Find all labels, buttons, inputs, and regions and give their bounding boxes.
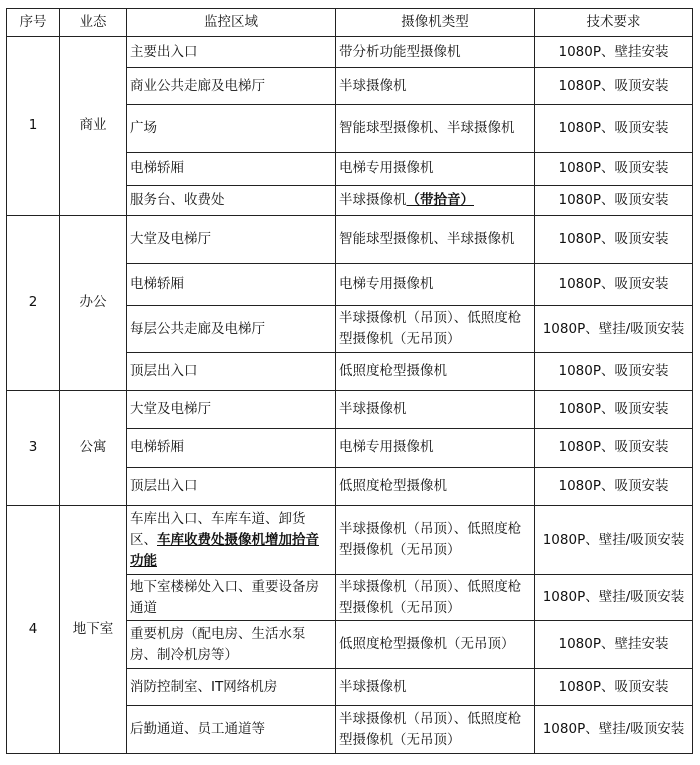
camera-type: 半球摄像机（吊顶）、低照度枪型摄像机（无吊顶）	[336, 506, 535, 575]
table-row	[7, 215, 693, 264]
tech-requirement: 1080P、吸顶安装	[535, 264, 693, 305]
monitor-area: 重要机房（配电房、生活水泵房、制冷机房等）	[127, 621, 336, 669]
camera-type	[336, 185, 535, 215]
tech-requirement: 1080P、壁挂安装	[535, 621, 693, 669]
tech-requirement: 1080P、吸顶安装	[535, 353, 693, 390]
camera-type: 电梯专用摄像机	[336, 429, 535, 467]
tech-requirement: 1080P、吸顶安装	[535, 668, 693, 705]
tech-requirement: 1080P、吸顶安装	[535, 185, 693, 215]
header-cell: 摄像机类型	[336, 9, 535, 37]
monitor-area: 顶层出入口	[127, 467, 336, 505]
business-type: 公寓	[60, 390, 127, 505]
camera-type: 半球摄像机（吊顶）、低照度枪型摄像机（无吊顶）	[336, 706, 535, 754]
camera-type: 低照度枪型摄像机	[336, 353, 535, 390]
table-row	[7, 506, 693, 575]
camera-type: 电梯专用摄像机	[336, 153, 535, 185]
tech-requirement: 1080P、吸顶安装	[535, 104, 693, 153]
tech-requirement: 1080P、吸顶安装	[535, 215, 693, 264]
monitor-area: 大堂及电梯厅	[127, 390, 336, 428]
camera-type: 电梯专用摄像机	[336, 264, 535, 305]
row-number: 3	[7, 390, 60, 505]
row-number: 1	[7, 37, 60, 216]
header-cell: 业态	[60, 9, 127, 37]
tech-requirement: 1080P、壁挂/吸顶安装	[535, 574, 693, 621]
camera-type: 智能球型摄像机、半球摄像机	[336, 104, 535, 153]
business-type: 地下室	[60, 506, 127, 754]
monitor-area: 商业公共走廊及电梯厅	[127, 68, 336, 104]
camera-type: 半球摄像机	[336, 390, 535, 428]
table-row	[7, 390, 693, 428]
monitor-area: 服务台、收费处	[127, 185, 336, 215]
business-type: 商业	[60, 37, 127, 216]
monitor-area: 消防控制室、IT网络机房	[127, 668, 336, 705]
camera-type: 半球摄像机	[336, 668, 535, 705]
audio-pickup-note: （带拾音）	[406, 191, 474, 208]
monitor-area: 电梯轿厢	[127, 264, 336, 305]
monitor-area: 每层公共走廊及电梯厅	[127, 305, 336, 353]
tech-requirement: 1080P、吸顶安装	[535, 68, 693, 104]
monitor-area-text: 车库出入口、车库车道、卸货区、	[130, 510, 306, 548]
monitor-area	[127, 506, 336, 575]
camera-type: 半球摄像机	[336, 68, 535, 104]
tech-requirement: 1080P、壁挂/吸顶安装	[535, 706, 693, 754]
monitor-area: 电梯轿厢	[127, 153, 336, 185]
camera-type: 智能球型摄像机、半球摄像机	[336, 215, 535, 264]
tech-requirement: 1080P、壁挂/吸顶安装	[535, 305, 693, 353]
header-row	[7, 9, 693, 37]
tech-requirement: 1080P、壁挂安装	[535, 37, 693, 68]
camera-type: 低照度枪型摄像机	[336, 467, 535, 505]
monitor-area: 电梯轿厢	[127, 429, 336, 467]
row-number: 4	[7, 506, 60, 754]
tech-requirement: 1080P、吸顶安装	[535, 390, 693, 428]
audio-pickup-note: 车库收费处摄像机增加拾音功能	[130, 531, 319, 569]
monitor-area: 地下室楼梯处入口、重要设备房通道	[127, 574, 336, 621]
tech-requirement: 1080P、吸顶安装	[535, 467, 693, 505]
header-cell: 监控区域	[127, 9, 336, 37]
row-number: 2	[7, 215, 60, 390]
tech-requirement: 1080P、吸顶安装	[535, 429, 693, 467]
tech-requirement: 1080P、壁挂/吸顶安装	[535, 506, 693, 575]
camera-type: 半球摄像机（吊顶）、低照度枪型摄像机（无吊顶）	[336, 574, 535, 621]
business-type: 办公	[60, 215, 127, 390]
monitor-area: 主要出入口	[127, 37, 336, 68]
camera-type: 半球摄像机（吊顶）、低照度枪型摄像机（无吊顶）	[336, 305, 535, 353]
header-cell: 序号	[7, 9, 60, 37]
monitor-area: 大堂及电梯厅	[127, 215, 336, 264]
camera-type: 低照度枪型摄像机（无吊顶）	[336, 621, 535, 669]
monitor-area: 后勤通道、员工通道等	[127, 706, 336, 754]
table-row	[7, 37, 693, 68]
monitor-area: 广场	[127, 104, 336, 153]
monitoring-table	[6, 8, 693, 754]
tech-requirement: 1080P、吸顶安装	[535, 153, 693, 185]
camera-type: 带分析功能型摄像机	[336, 37, 535, 68]
camera-type-text: 半球摄像机	[339, 191, 407, 208]
monitor-area: 顶层出入口	[127, 353, 336, 390]
header-cell: 技术要求	[535, 9, 693, 37]
